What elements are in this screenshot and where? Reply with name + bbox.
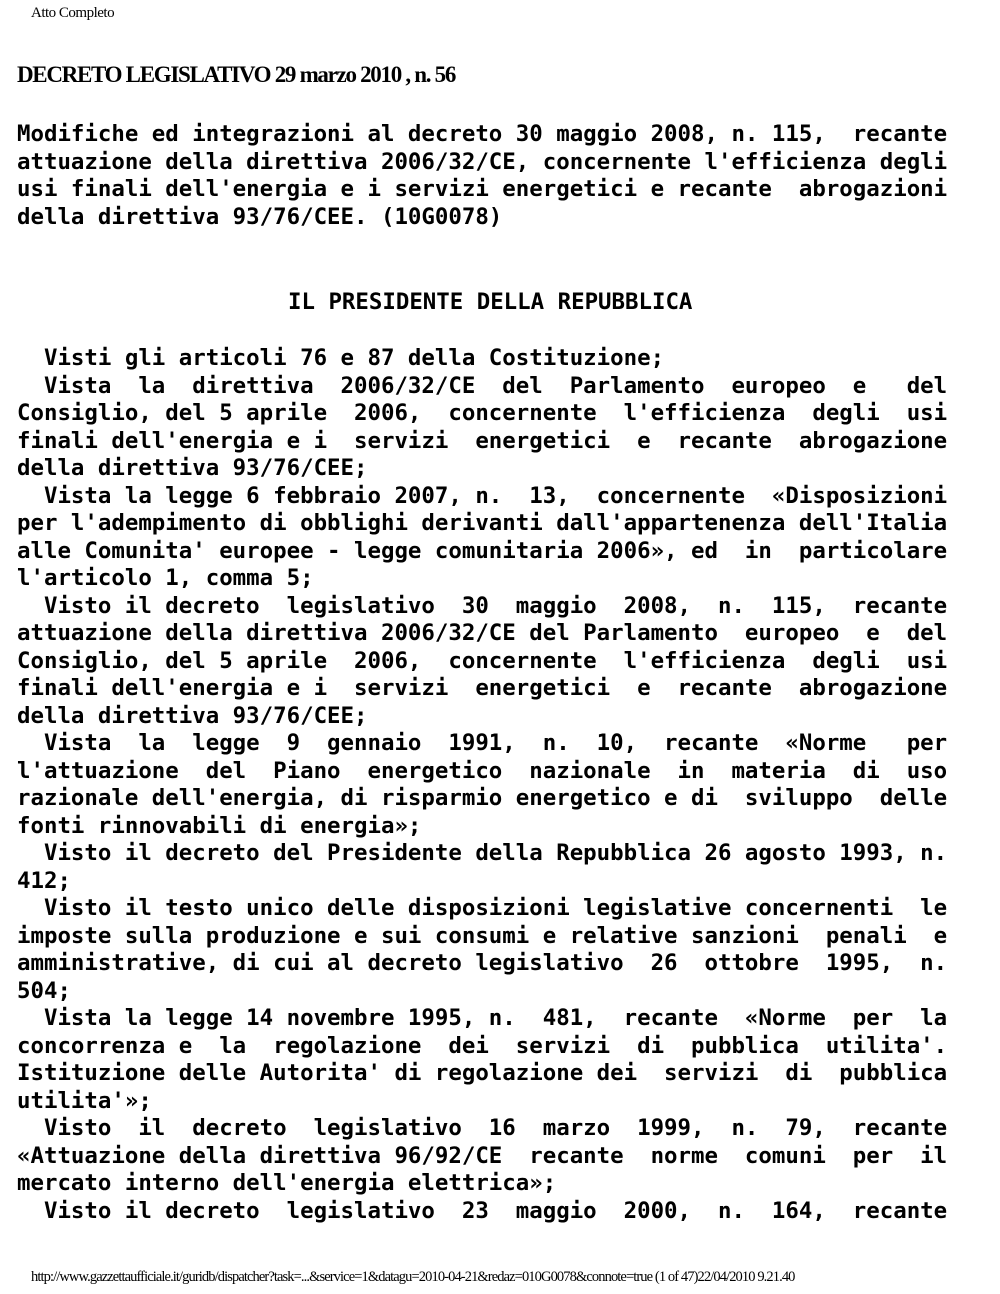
page-footer-url: http://www.gazzettaufficiale.it/guridb/dispatcher?task=...&service=1&datagu=2010-04-21&redaz=010G0078&connote=true (1 of 47)22/04/2010 9.21.40 — [31, 1269, 795, 1285]
section-heading: IL PRESIDENTE DELLA REPUBBLICA — [288, 289, 693, 315]
document-title: DECRETO LEGISLATIVO 29 marzo 2010 , n. 56 — [17, 62, 456, 87]
document-body: Visti gli articoli 76 e 87 della Costituzione; Vista la direttiva 2006/32/CE del Parlamento europeo e del Consiglio, del 5 aprile 2006, concernente l'efficienza degli usi finali dell'energia e i servizi energetici e recante abrogazione della direttiva 93/76/CEE; Vista la legge 6 febbraio 2007, n. 13, concernente «Disposizioni per l'adempimento di obblighi derivanti dall'appartenenza dell'Italia alle Comunita' europee - legge comunitaria 2006», ed in particolare l'articolo 1, comma 5; Visto il decreto legislativo 30 maggio 2008, n. 115, recante attuazione della direttiva 2006/32/CE del Parlamento europeo e del Consiglio, del 5 aprile 2006, concernente l'efficienza degli usi finali dell'energia e i servizi energetici e recante abrogazione della direttiva 93/76/CEE; Vista la legge 9 gennaio 1991, n. 10, recante «Norme per l'attuazione del Piano energetico nazionale in materia di uso razionale dell'energia, di risparmio energetico e di sviluppo delle fonti rinnovabili di energia»; Visto il decreto del Presidente della Repubblica 26 agosto 1993, n. 412; Visto il testo unico delle disposizioni legislative concernenti le imposte sulla produzione e sui consumi e relative sanzioni penali e amministrative, di cui al decreto legislativo 26 ottobre 1995, n. 504; Vista la legge 14 novembre 1995, n. 481, recante «Norme per la concorrenza e la regolazione dei servizi di pubblica utilita'. Istituzione delle Autorita' di regolazione dei servizi di pubblica utilita'»; Visto il decreto legislativo 16 marzo 1999, n. 79, recante «Attuazione della direttiva 96/92/CE recante norme comuni per il mercato interno dell'energia elettrica»; Visto il decreto legislativo 23 maggio 2000, n. 164, recante — [17, 345, 948, 1224]
document-subtitle: Modifiche ed integrazioni al decreto 30 maggio 2008, n. 115, recante attuazione della direttiva 2006/32/CE, concernente l'efficienza degli usi finali dell'energia e i servizi energetici e recante abrogazioni della direttiva 93/76/CEE. (10G0078) — [17, 121, 948, 230]
page-header-label: Atto Completo — [31, 5, 115, 21]
